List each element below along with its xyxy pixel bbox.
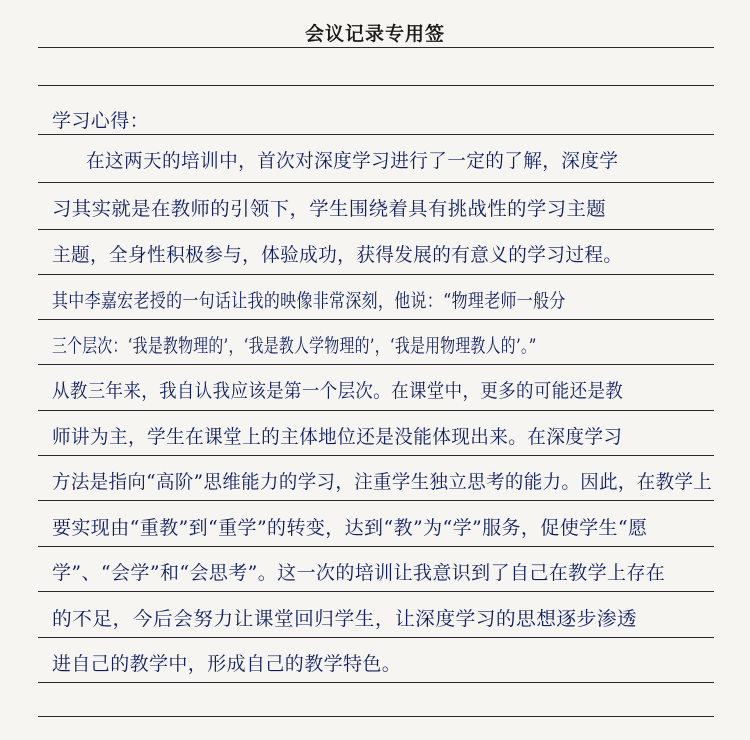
ruled-line xyxy=(38,682,714,683)
note-line: 学”、“会学”和“会思考”。这一次的培训让我意识到了自己在教学上存在 xyxy=(52,562,666,584)
note-line: 方法是指向“高阶”思维能力的学习，注重学生独立思考的能力。因此，在教学上 xyxy=(52,471,713,493)
ruled-line xyxy=(38,47,714,48)
note-line: 三个层次：‘我是教物理的’，‘我是教人学物理的’，‘我是用物理教人的’。” xyxy=(52,335,537,357)
note-line: 进自己的教学中，形成自己的教学特色。 xyxy=(52,653,402,675)
page-title: 会议记录专用签 xyxy=(304,23,445,45)
ruled-line xyxy=(38,410,714,411)
note-line: 其中李嘉宏老授的一句话让我的映像非常深刻，他说：“物理老师一般分 xyxy=(52,290,566,312)
ruled-line xyxy=(38,134,714,135)
ruled-line xyxy=(38,319,714,320)
ruled-line xyxy=(38,229,714,230)
ruled-line xyxy=(38,716,714,717)
ruled-line xyxy=(38,500,714,501)
note-line: 主题，全身性积极参与，体验成功，获得发展的有意义的学习过程。 xyxy=(52,244,623,266)
note-line: 师讲为主，学生在课堂上的主体地位还是没能体现出来。在深度学习 xyxy=(52,426,623,448)
ruled-line xyxy=(38,455,714,456)
ruled-line xyxy=(38,591,714,592)
note-line: 习其实就是在教师的引领下，学生围绕着具有挑战性的学习主题 xyxy=(52,198,607,220)
note-line: 要实现由“重教”到“重学”的转变，达到“教”为“学”服务，促使学生“愿 xyxy=(52,517,648,539)
ruled-line xyxy=(38,274,714,275)
ruled-line xyxy=(38,637,714,638)
note-line: 的不足，今后会努力让课堂回归学生，让深度学习的思想逐步渗透 xyxy=(52,608,638,630)
ruled-line xyxy=(38,85,714,86)
ruled-line xyxy=(38,364,714,365)
note-line: 从教三年来，我自认我应该是第一个层次。在课堂中，更多的可能还是教 xyxy=(52,380,624,402)
ruled-line xyxy=(38,182,714,183)
note-line: 在这两天的培训中，首次对深度学习进行了一定的了解，深度学 xyxy=(86,150,619,172)
ruled-line xyxy=(38,546,714,547)
notes-heading: 学习心得： xyxy=(52,110,150,132)
